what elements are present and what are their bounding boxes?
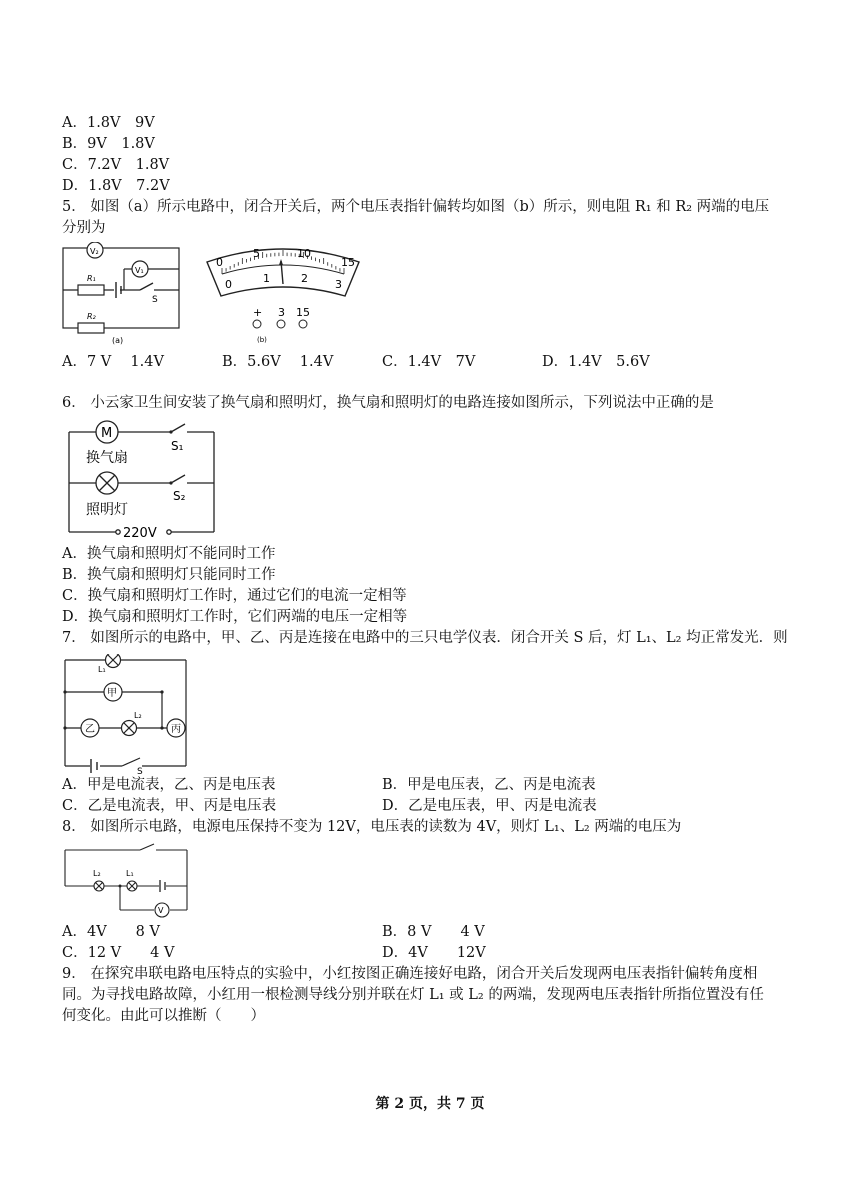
q8-option-c: C．12 V 4 V: [62, 945, 175, 961]
q6-s2-label: S₂: [173, 489, 186, 503]
q6-figure: [66, 420, 218, 542]
page-footer: 第 2 页，共 7 页: [375, 1096, 485, 1112]
q6-source-label: 220V: [123, 526, 157, 541]
q8-l1-label: L₁: [126, 869, 134, 878]
q5-option-d: D．1.4V 5.6V: [542, 354, 650, 370]
q7-bing-label: 丙: [171, 724, 181, 735]
q5-figure-b-voltmeter: [203, 244, 365, 346]
q6-s1-label: S₁: [171, 439, 184, 453]
q6-stem: 6． 小云家卫生间安装了换气扇和照明灯，换气扇和照明灯的电路连接如图所示，下列说法中正确的是: [62, 395, 714, 411]
prev-option-c: C．7.2V 1.8V: [62, 157, 170, 173]
q7-l1-label: L₁: [98, 665, 106, 674]
q7-figure: [60, 654, 192, 774]
q6-fan-label: 换气扇: [86, 450, 128, 466]
q5-scale-top-15: 15: [341, 256, 355, 269]
q5-scale-top-5: 5: [253, 247, 260, 260]
q5-option-c: C．1.4V 7V: [382, 354, 476, 370]
q7-option-b: B．甲是电压表，乙、丙是电流表: [382, 777, 596, 793]
q8-l2-label: L₂: [93, 869, 101, 878]
q5-v1-label: V₁: [135, 266, 144, 275]
q8-voltmeter-label: V: [158, 906, 164, 915]
q9-stem-line3: 何变化。由此可以推断（ ）: [62, 1008, 265, 1024]
q6-motor-label: M: [101, 426, 113, 441]
q5-stem-line2: 分别为: [62, 220, 106, 236]
q6-option-b: B．换气扇和照明灯只能同时工作: [62, 567, 276, 583]
q7-option-a: A．甲是电流表，乙、丙是电压表: [62, 777, 276, 793]
q5-option-a: A．7 V 1.4V: [62, 354, 164, 370]
q6-option-a: A．换气扇和照明灯不能同时工作: [62, 546, 276, 562]
q5-fig-a-caption: (a): [112, 336, 124, 345]
q5-v2-label: V₂: [90, 247, 99, 256]
q7-option-c: C．乙是电流表，甲、丙是电压表: [62, 798, 277, 814]
q5-fig-b-caption: (b): [257, 336, 267, 344]
q5-terminal-plus: +: [253, 306, 263, 319]
q5-scale-top-0: 0: [216, 256, 223, 269]
q7-yi-label: 乙: [85, 724, 95, 735]
q7-switch-label: S: [137, 767, 143, 774]
prev-option-a: A．1.8V 9V: [62, 115, 155, 131]
q9-stem-line2: 同。为寻找电路故障，小红用一根检测导线分别并联在灯 L₁ 或 L₂ 的两端，发现两电压表指针所指位置没有任: [62, 987, 764, 1003]
q5-scale-bottom-2: 2: [301, 272, 308, 285]
prev-option-b: B．9V 1.8V: [62, 136, 155, 152]
q5-terminal-3: 3: [278, 306, 285, 319]
q6-option-c: C．换气扇和照明灯工作时，通过它们的电流一定相等: [62, 588, 407, 604]
q5-switch-label: S: [152, 295, 158, 305]
q7-option-d: D．乙是电压表，甲、丙是电流表: [382, 798, 597, 814]
q8-figure: [60, 842, 192, 920]
q5-scale-bottom-3: 3: [335, 278, 342, 291]
q9-stem-line1: 9． 在探究串联电路电压特点的实验中，小红按图正确连接好电路，闭合开关后发现两电压表指针偏转角度相: [62, 966, 758, 982]
q5-figure-a: [60, 242, 185, 346]
q7-jia-label: 甲: [107, 688, 117, 699]
q7-stem: 7． 如图所示的电路中，甲、乙、丙是连接在电路中的三只电学仪表．闭合开关 S 后，灯 L₁、L₂ 均正常发光．则: [62, 630, 788, 646]
q7-l2-label: L₂: [134, 711, 142, 720]
q5-scale-top-10: 10: [297, 247, 311, 260]
q5-r2-label: R₂: [87, 312, 96, 321]
q8-stem: 8． 如图所示电路，电源电压保持不变为 12V，电压表的读数为 4V，则灯 L₁、L₂ 两端的电压为: [62, 819, 682, 835]
q5-terminal-15: 15: [296, 306, 310, 319]
q5-r1-label: R₁: [87, 274, 96, 283]
q5-scale-bottom-0: 0: [225, 278, 232, 291]
q8-option-d: D．4V 12V: [382, 945, 486, 961]
q8-option-a: A．4V 8 V: [62, 924, 160, 940]
q6-lamp-label: 照明灯: [86, 502, 128, 518]
q5-scale-bottom-1: 1: [263, 272, 270, 285]
prev-option-d: D．1.8V 7.2V: [62, 178, 170, 194]
q5-stem-line1: 5． 如图（a）所示电路中，闭合开关后，两个电压表指针偏转均如图（b）所示，则电阻 R₁ 和 R₂ 两端的电压: [62, 199, 770, 215]
q8-option-b: B．8 V 4 V: [382, 924, 485, 940]
q6-option-d: D．换气扇和照明灯工作时，它们两端的电压一定相等: [62, 609, 408, 625]
q5-option-b: B．5.6V 1.4V: [222, 354, 334, 370]
